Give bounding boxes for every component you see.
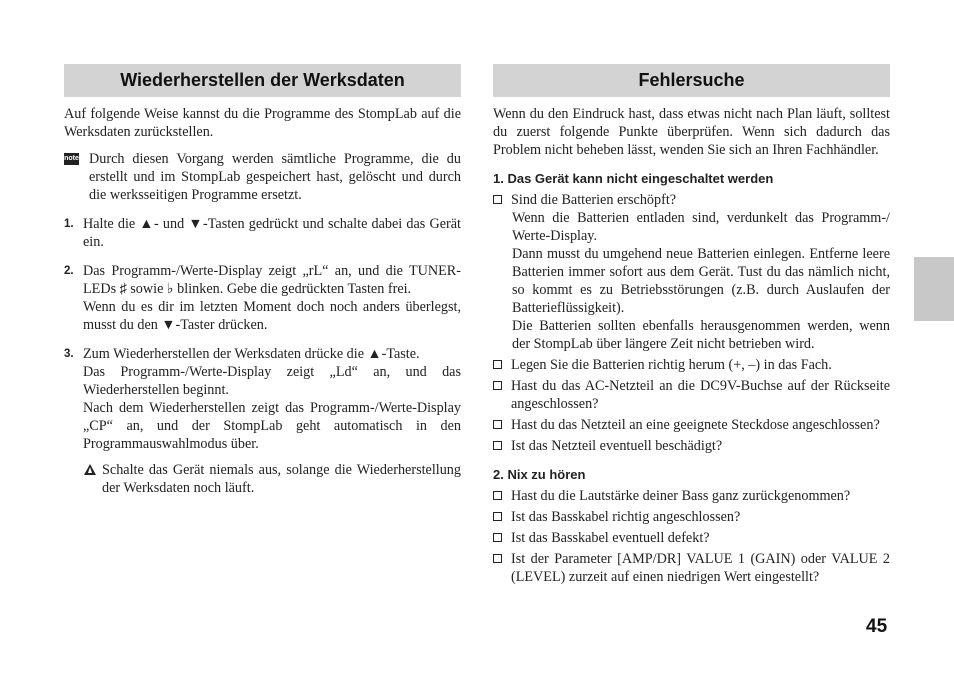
section-heading-factory-reset: Wiederherstellen der Werksdaten bbox=[64, 64, 461, 97]
checklist-item bbox=[493, 487, 890, 505]
subsection-title: 2. Nix zu hören bbox=[493, 467, 586, 482]
step-item bbox=[64, 262, 461, 334]
checklist-item bbox=[493, 437, 890, 455]
step-number: 2. bbox=[64, 265, 74, 277]
checklist-item bbox=[493, 529, 890, 547]
checklist-text: Ist der Parameter [AMP/DR] VALUE 1 (GAIN) oder VALUE 2 (LEVEL) zurzeit auf einen niedrigen Wert eingestellt? bbox=[511, 551, 890, 585]
checkbox-icon bbox=[493, 554, 502, 563]
checkbox-icon bbox=[493, 195, 502, 204]
step-item bbox=[64, 345, 461, 453]
note-icon: note bbox=[64, 153, 79, 165]
step-text: Nach dem Wiederherstellen zeigt das Programm-/Werte-Display „CP“ an, und der StompLab geht automatisch in den Programmauswahlmodus über. bbox=[83, 400, 461, 452]
checklist-item bbox=[493, 508, 890, 526]
warning-icon bbox=[83, 461, 98, 479]
steps-list bbox=[64, 215, 461, 453]
subsection-title: 1. Das Gerät kann nicht eingeschaltet werden bbox=[493, 171, 774, 186]
checklist-text: Ist das Netzteil eventuell beschädigt? bbox=[511, 438, 723, 454]
note-text: Durch diesen Vorgang werden sämtliche Programme, die du erstellt und im StompLab gespeichert hast, gelöscht und durch die werksseitigen Programme ersetzt. bbox=[89, 151, 461, 203]
checklist-text: Hast du die Lautstärke deiner Bass ganz zurückgenommen? bbox=[511, 488, 851, 504]
left-column bbox=[64, 64, 461, 497]
step-text: Halte die ▲- und ▼-Tasten gedrückt und schalte dabei das Gerät ein. bbox=[83, 216, 461, 250]
checkbox-icon bbox=[493, 533, 502, 542]
step-number: 1. bbox=[64, 218, 74, 230]
checklist-item bbox=[493, 191, 890, 209]
checklist-item bbox=[493, 550, 890, 586]
checklist-text: Ist das Basskabel eventuell defekt? bbox=[511, 530, 710, 546]
warning-block bbox=[83, 461, 461, 497]
note-block bbox=[64, 150, 461, 204]
factory-reset-intro: Auf folgende Weise kannst du die Programme des StompLab auf die Werksdaten zurückstellen. bbox=[64, 106, 461, 140]
step-number: 3. bbox=[64, 348, 74, 360]
checklist-item bbox=[493, 416, 890, 434]
step-text: Zum Wiederherstellen der Werksdaten drücke die ▲-Taste. bbox=[83, 346, 420, 362]
checklist-text: Hast du das AC-Netzteil an die DC9V-Buchse auf der Rückseite angeschlossen? bbox=[511, 378, 890, 412]
answer-text: Die Batterien sollten ebenfalls herausgenommen werden, wenn der StompLab über längere Zeit nicht betrieben wird. bbox=[512, 318, 890, 352]
answer-text: Dann musst du umgehend neue Batterien einlegen. Entferne leere Batterien immer sofort aus dem Gerät. Tust du das nämlich nicht, so kommt es zu Betriebsstörungen (z.B. durch Auslaufen der Batterieflüssigkeit). bbox=[512, 246, 890, 316]
side-tab-marker bbox=[914, 257, 954, 321]
checklist-text: Legen Sie die Batterien richtig herum (+, –) in das Fach. bbox=[511, 357, 832, 373]
warning-text: Schalte das Gerät niemals aus, solange die Wiederherstellung der Werksdaten noch läuft. bbox=[102, 462, 461, 496]
step-text: Wenn du es dir im letzten Moment doch noch anders überlegst, musst du den ▼-Taster drücken. bbox=[83, 299, 461, 333]
step-text: Das Programm-/Werte-Display zeigt „rL“ an, und die TUNER-LEDs ♯ sowie ♭ blinken. Gebe die gedrückten Tasten frei. bbox=[83, 263, 461, 297]
section-heading-troubleshooting: Fehlersuche bbox=[493, 64, 890, 97]
checkbox-icon bbox=[493, 420, 502, 429]
step-item bbox=[64, 215, 461, 251]
checkbox-icon bbox=[493, 512, 502, 521]
checkbox-icon bbox=[493, 381, 502, 390]
checklist-item bbox=[493, 377, 890, 413]
checklist-text: Sind die Batterien erschöpft? bbox=[511, 192, 677, 208]
page-number: 45 bbox=[866, 616, 888, 637]
checkbox-icon bbox=[493, 491, 502, 500]
troubleshooting-intro: Wenn du den Eindruck hast, dass etwas nicht nach Plan läuft, solltest du zuerst folgende Punkte überprüfen. Wenn sich dadurch das Problem nicht beheben lässt, wenden Sie sich an Ihren Fachhändler. bbox=[493, 106, 890, 158]
step-text: Das Programm-/Werte-Display zeigt „Ld“ an, und das Wiederherstellen beginnt. bbox=[83, 364, 461, 398]
troubleshooting-sections bbox=[493, 170, 890, 586]
checkbox-icon bbox=[493, 360, 502, 369]
checklist-text: Ist das Basskabel richtig angeschlossen? bbox=[511, 509, 741, 525]
answer-text: Wenn die Batterien entladen sind, verdunkelt das Programm-/ Werte-Display. bbox=[512, 210, 890, 244]
checklist-text: Hast du das Netzteil an eine geeignete Steckdose angeschlossen? bbox=[511, 417, 880, 433]
right-column bbox=[493, 64, 890, 586]
checklist-item bbox=[493, 356, 890, 374]
checkbox-icon bbox=[493, 441, 502, 450]
